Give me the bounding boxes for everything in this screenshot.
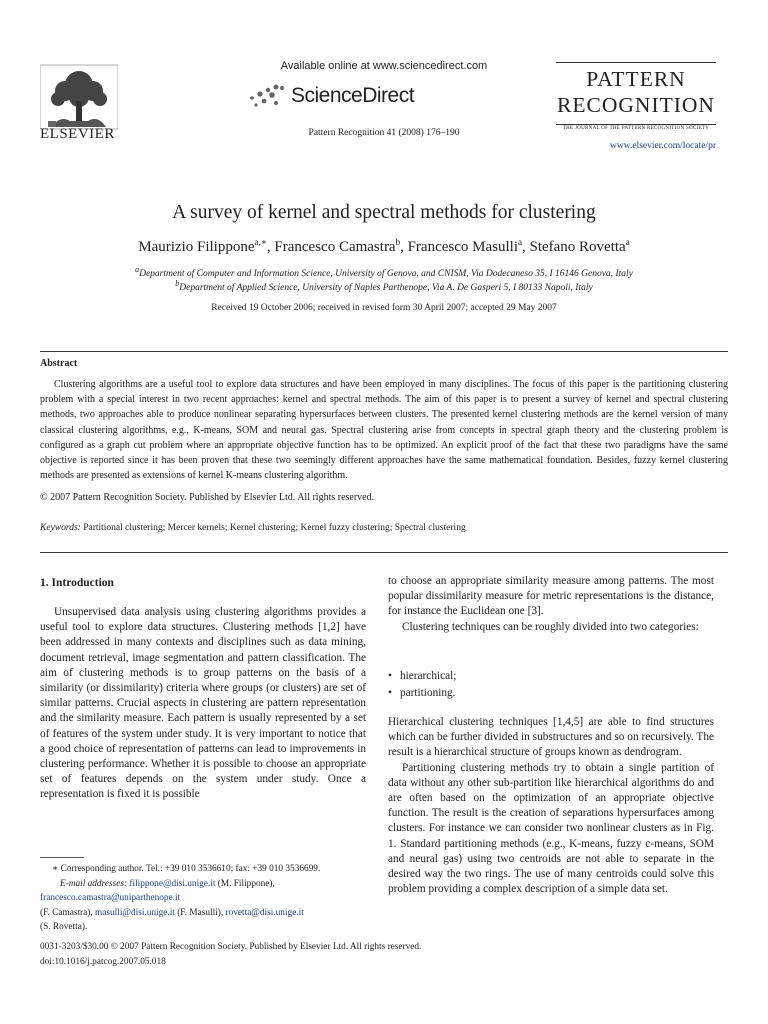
section-heading-introduction: 1. Introduction: [40, 577, 114, 589]
available-online-note: Available online at www.sciencedirect.com: [280, 60, 488, 72]
intro-paragraph-continued: to choose an appropriate similarity measure among patterns. The most popular dissimilarity measure for metric representations is the distance, for instance the Euclidean one [3].: [388, 575, 714, 618]
journal-title: [556, 66, 716, 118]
abstract-copyright: © 2007 Pattern Recognition Society. Published by Elsevier Ltd. All rights reserved.: [40, 492, 375, 503]
doi-line: doi:10.1016/j.patcog.2007.05.018: [40, 956, 166, 967]
corresponding-author-footnote: [40, 862, 370, 935]
author-name: Stefano Rovetta: [529, 239, 626, 255]
author-affil-mark: a: [517, 237, 522, 247]
affiliation-mark: a: [135, 265, 140, 274]
abstract-heading: Abstract: [40, 358, 78, 369]
abstract-bottom-divider: [40, 552, 728, 553]
email-link-filippone[interactable]: filippone@disi.unige.it: [129, 878, 216, 889]
author-list: Maurizio Filippone$^{a,∗}$, Francesco Camastra$^b$, Francesco Masulli$^a$, Stefano Rovetta$^a$: [138, 237, 630, 255]
journal-url-link[interactable]: www.elsevier.com/locate/pr: [610, 141, 716, 151]
publication-info: [40, 940, 421, 969]
author-name: Francesco Camastra: [274, 239, 396, 255]
keywords-list: Partitional clustering; Mercer kernels; Kernel clustering; Kernel fuzzy clustering; Spectral clustering: [83, 523, 466, 533]
author-name: Francesco Masulli: [407, 239, 518, 255]
affiliation-a: [0, 265, 768, 279]
intro-paragraph: Partitioning clustering methods try to obtain a single partition of data without any other sub-partition like hierarchical algorithms do and are often based on the optimization of an appropriate objective function. The result is the creation of separations hypersurfaces among clusters. For instance we can consider two nonlinear clusters as in Fig. 1. Standard partitioning methods (e.g., K-means, fuzzy c-means, SOM and neural gas) using two centroids are not able to separate in the desired way the two rings. The use of many centroids could solve this problem providing a complex description of a simple data set.: [388, 761, 714, 896]
footnote-contact: ∗ Corresponding author. Tel.: +39 010 3536610; fax: +39 010 3536699.: [52, 864, 321, 874]
affiliation-text: Department of Computer and Information Science, University of Genova, and CNISM, Via Dodecaneso 35, I 16146 Genova, Italy: [139, 269, 633, 280]
affiliation-b: [0, 279, 768, 293]
list-item: • partitioning.: [388, 685, 456, 702]
keywords-label: Keywords:: [40, 523, 81, 533]
publisher-name: ELSEVIER: [40, 126, 115, 142]
sciencedirect-dots-icon: [246, 84, 288, 108]
affiliation-mark: b: [175, 279, 180, 288]
email-owner: (S. Rovetta).: [40, 922, 88, 932]
issn-line: 0031-3203/$30.00 © 2007 Pattern Recognition Society. Published by Elsevier Ltd. All rights reserved.: [40, 942, 422, 952]
top-divider: [40, 351, 728, 352]
intro-paragraph: Unsupervised data analysis using clustering algorithms provides a useful tool to explore data structures. Clustering methods [1,2] have been addressed in many contexts and disciplines such as data mining, document retrieval, image segmentation and pattern classification. The aim of clustering methods is to group patterns on the basis of a similarity (or dissimilarity) criteria where groups (or clusters) are set of similar patterns. Crucial aspects in clustering are pattern representation and the similarity measure. Each pattern is usually represented by a set of features of the system under study. It is very important to notice that a good choice of representation of patterns can lead to improvements in clustering performance. Whether it is possible to choose an appropriate set of features depends on the system under study. Once a representation is fixed it is possible: [40, 606, 366, 801]
author-affil-mark: a: [625, 237, 630, 247]
email-link-rovetta[interactable]: rovetta@disi.unige.it: [225, 907, 304, 918]
abstract-text: Clustering algorithms are a useful tool to explore data structures and have been employed in many disciplines. The focus of this paper is the partitioning clustering problem with a special interest in two recent approaches: kernel and spectral methods. The aim of this paper is to present a survey of kernel and spectral clustering methods, two approaches able to produce nonlinear separating hypersurfaces between clusters. The presented kernel clustering methods are the kernel version of many classical clustering algorithms, e.g., K-means, SOM and neural gas. Spectral clustering arise from concepts in spectral graph theory and the clustering problem is configured as a graph cut problem where an appropriate objective function has to be optimized. An explicit proof of the fact that these two paradigms have the same objective is reported since it has been proven that these two seemingly different approaches have the same mathematical foundation. Besides, fuzzy kernel clustering methods are presented as extensions of kernel K-means clustering algorithm.: [40, 379, 728, 482]
journal-subtitle: THE JOURNAL OF THE PATTERN RECOGNITION SOCIETY: [556, 124, 716, 131]
email-label: E-mail addresses:: [60, 878, 128, 889]
email-owner: (F. Masulli),: [177, 907, 224, 918]
intro-right-column-bottom: [388, 715, 714, 897]
author-affil-mark: b: [395, 237, 401, 247]
affiliation-text: Department of Applied Science, University of Naples Parthenope, Via A. De Gasperi 5, I 80133 Napoli, Italy: [179, 283, 593, 294]
journal-title-line1: PATTERN: [586, 67, 686, 91]
author-name: Maurizio Filippone: [138, 239, 255, 255]
footnote-divider: [40, 857, 84, 858]
intro-paragraph: Hierarchical clustering techniques [1,4,5] are able to find structures which can be further divided in substructures and so on recursively. The result is a hierarchical structure of groups known as dendrogram.: [388, 716, 714, 759]
article-title: A survey of kernel and spectral methods for clustering: [172, 202, 596, 223]
intro-paragraph: Clustering techniques can be roughly divided into two categories:: [402, 620, 699, 633]
sciencedirect-brand: ScienceDirect: [291, 84, 415, 107]
journal-reference: Pattern Recognition 41 (2008) 176–190: [308, 128, 460, 138]
received-dates: Received 19 October 2006; received in revised form 30 April 2007; accepted 29 May 2007: [211, 303, 557, 313]
list-item: • hierarchical;: [388, 668, 456, 685]
author-affil-mark: a,∗: [254, 237, 267, 247]
journal-title-line2: RECOGNITION: [557, 93, 715, 117]
email-link-camastra[interactable]: francesco.camastra@uniparthenope.it: [40, 893, 181, 903]
category-bullet-list: [388, 668, 456, 702]
email-owner: (F. Camastra),: [40, 907, 93, 918]
intro-right-column-top: [388, 574, 714, 635]
email-owner: (M. Filippone),: [217, 878, 275, 889]
keywords: [40, 523, 466, 533]
intro-left-column: [40, 605, 366, 803]
email-link-masulli[interactable]: masulli@disi.unige.it: [95, 907, 175, 918]
footnote-email-line: [40, 877, 370, 892]
